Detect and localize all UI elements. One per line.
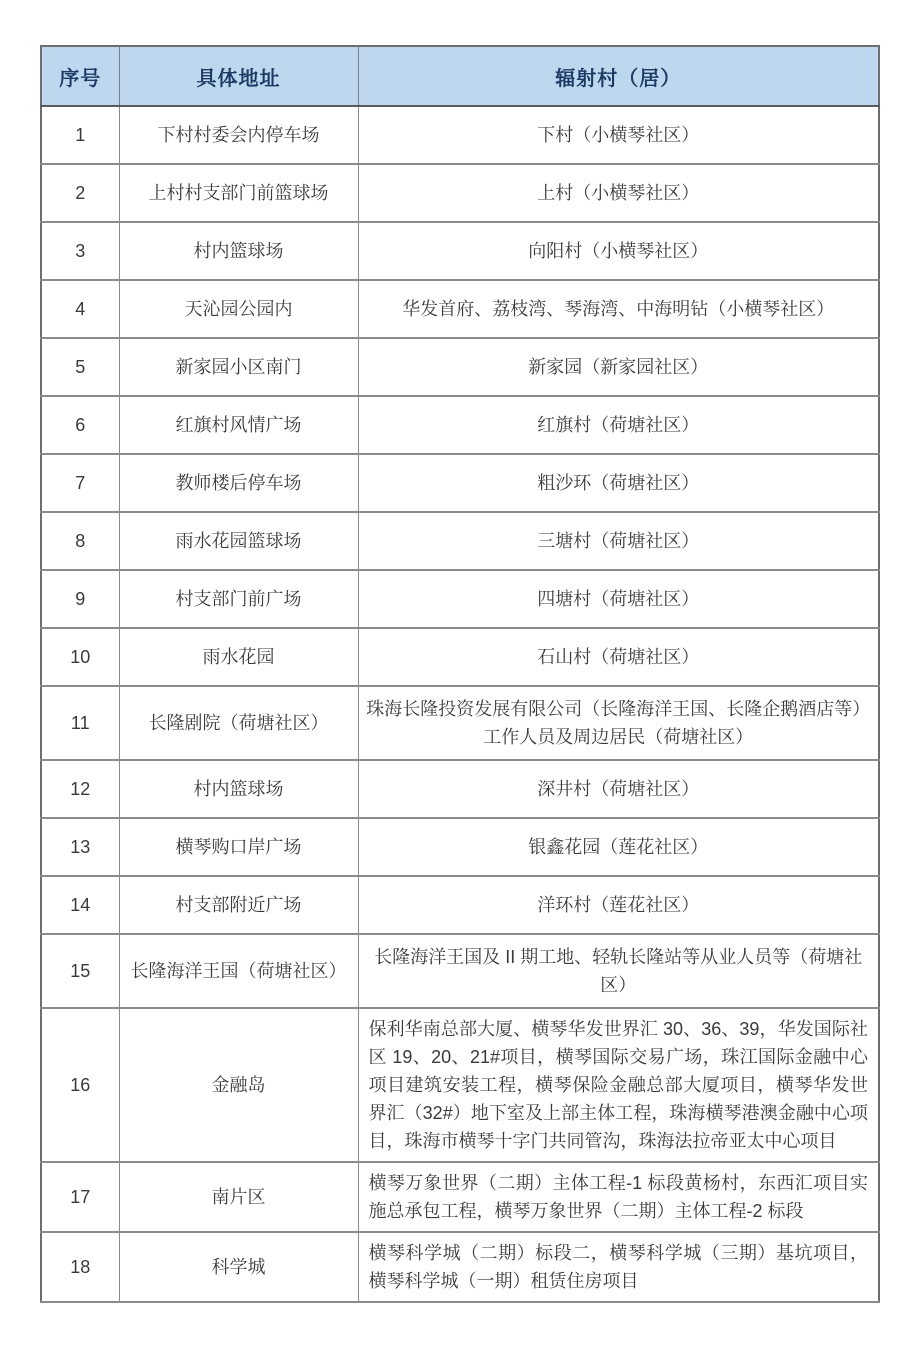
table-header-row: [41, 46, 879, 106]
header-address: 具体地址: [119, 46, 358, 106]
seq-cell: 16: [41, 1008, 119, 1162]
villages-cell: 向阳村（小横琴社区）: [358, 222, 879, 280]
table-row: [41, 106, 879, 164]
villages-cell: 深井村（荷塘社区）: [358, 760, 879, 818]
seq-cell: 11: [41, 686, 119, 760]
villages-cell: 保利华南总部大厦、横琴华发世界汇 30、36、39，华发国际社区 19、20、21#项目，横琴国际交易广场，珠江国际金融中心项目建筑安装工程，横琴保险金融总部大厦项目，横琴华发世界汇（32#）地下室及上部主体工程，珠海横琴港澳金融中心项目，珠海市横琴十字门共同管沟，珠海法拉帝亚太中心项目: [358, 1008, 879, 1162]
header-seq: 序号: [41, 46, 119, 106]
villages-cell: 上村（小横琴社区）: [358, 164, 879, 222]
seq-cell: 2: [41, 164, 119, 222]
table-row: [41, 1232, 879, 1302]
villages-cell: 珠海长隆投资发展有限公司（长隆海洋王国、长隆企鹅酒店等）工作人员及周边居民（荷塘社区）: [358, 686, 879, 760]
seq-cell: 4: [41, 280, 119, 338]
address-cell: 村内篮球场: [119, 760, 358, 818]
villages-cell: 红旗村（荷塘社区）: [358, 396, 879, 454]
villages-cell: 银鑫花园（莲花社区）: [358, 818, 879, 876]
table-row: [41, 570, 879, 628]
seq-cell: 12: [41, 760, 119, 818]
table-row: [41, 876, 879, 934]
address-cell: 红旗村风情广场: [119, 396, 358, 454]
table-row: [41, 1162, 879, 1232]
seq-cell: 3: [41, 222, 119, 280]
seq-cell: 13: [41, 818, 119, 876]
table-row: [41, 454, 879, 512]
seq-cell: 10: [41, 628, 119, 686]
table-row: [41, 628, 879, 686]
villages-cell: 石山村（荷塘社区）: [358, 628, 879, 686]
address-cell: 雨水花园: [119, 628, 358, 686]
address-cell: 横琴购口岸广场: [119, 818, 358, 876]
table-row: [41, 686, 879, 760]
table-row: [41, 1008, 879, 1162]
address-cell: 村支部附近广场: [119, 876, 358, 934]
seq-cell: 9: [41, 570, 119, 628]
header-villages: 辐射村（居）: [358, 46, 879, 106]
address-cell: 教师楼后停车场: [119, 454, 358, 512]
address-cell: 南片区: [119, 1162, 358, 1232]
address-cell: 雨水花园篮球场: [119, 512, 358, 570]
villages-cell: 洋环村（莲花社区）: [358, 876, 879, 934]
seq-cell: 8: [41, 512, 119, 570]
table-row: [41, 512, 879, 570]
seq-cell: 17: [41, 1162, 119, 1232]
seq-cell: 18: [41, 1232, 119, 1302]
villages-cell: 粗沙环（荷塘社区）: [358, 454, 879, 512]
seq-cell: 6: [41, 396, 119, 454]
table-row: [41, 760, 879, 818]
table-row: [41, 222, 879, 280]
table-row: [41, 280, 879, 338]
seq-cell: 5: [41, 338, 119, 396]
seq-cell: 15: [41, 934, 119, 1008]
seq-cell: 1: [41, 106, 119, 164]
address-cell: 天沁园公园内: [119, 280, 358, 338]
villages-cell: 横琴万象世界（二期）主体工程-1 标段黄杨村，东西汇项目实施总承包工程，横琴万象世界（二期）主体工程-2 标段: [358, 1162, 879, 1232]
seq-cell: 7: [41, 454, 119, 512]
villages-cell: 长隆海洋王国及 II 期工地、轻轨长隆站等从业人员等（荷塘社区）: [358, 934, 879, 1008]
table-row: [41, 934, 879, 1008]
villages-cell: 下村（小横琴社区）: [358, 106, 879, 164]
villages-cell: 华发首府、荔枝湾、琴海湾、中海明钻（小横琴社区）: [358, 280, 879, 338]
address-cell: 新家园小区南门: [119, 338, 358, 396]
villages-cell: 横琴科学城（二期）标段二，横琴科学城（三期）基坑项目，横琴科学城（一期）租赁住房项目: [358, 1232, 879, 1302]
address-table: [40, 45, 880, 1303]
address-cell: 村内篮球场: [119, 222, 358, 280]
seq-cell: 14: [41, 876, 119, 934]
table-row: [41, 818, 879, 876]
address-cell: 长隆剧院（荷塘社区）: [119, 686, 358, 760]
address-cell: 上村村支部门前篮球场: [119, 164, 358, 222]
villages-cell: 四塘村（荷塘社区）: [358, 570, 879, 628]
address-cell: 长隆海洋王国（荷塘社区）: [119, 934, 358, 1008]
address-cell: 金融岛: [119, 1008, 358, 1162]
table-row: [41, 396, 879, 454]
table-row: [41, 164, 879, 222]
table-row: [41, 338, 879, 396]
villages-cell: 三塘村（荷塘社区）: [358, 512, 879, 570]
villages-cell: 新家园（新家园社区）: [358, 338, 879, 396]
address-cell: 科学城: [119, 1232, 358, 1302]
address-cell: 村支部门前广场: [119, 570, 358, 628]
address-cell: 下村村委会内停车场: [119, 106, 358, 164]
